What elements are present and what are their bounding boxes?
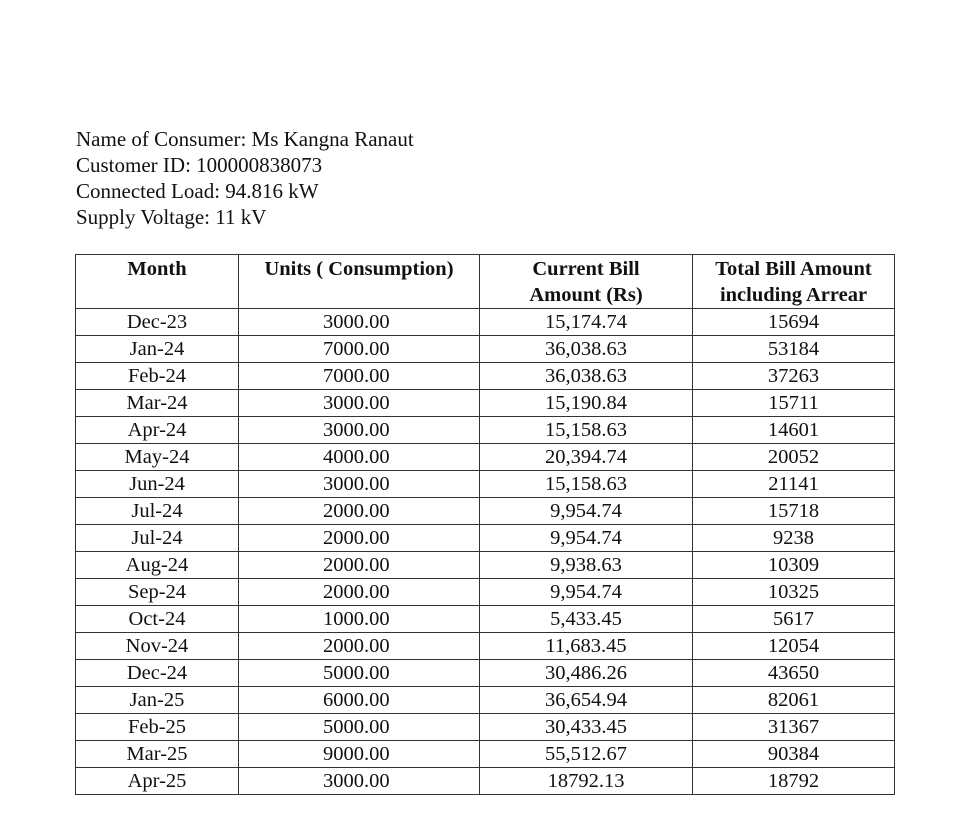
cell-current-bill: 15,158.63 bbox=[480, 417, 693, 444]
cell-units: 3000.00 bbox=[239, 390, 480, 417]
cell-total-bill: 18792 bbox=[693, 768, 895, 795]
table-row bbox=[76, 471, 895, 498]
cell-current-bill: 20,394.74 bbox=[480, 444, 693, 471]
cell-current-bill: 15,174.74 bbox=[480, 309, 693, 336]
cell-total-bill: 15718 bbox=[693, 498, 895, 525]
consumer-info bbox=[76, 126, 414, 230]
cell-current-bill: 9,954.74 bbox=[480, 498, 693, 525]
header-current-bill-line1: Current Bill bbox=[532, 258, 640, 280]
cell-month: Feb-25 bbox=[76, 714, 239, 741]
cell-current-bill: 11,683.45 bbox=[480, 633, 693, 660]
cell-total-bill: 10309 bbox=[693, 552, 895, 579]
cell-month: Jun-24 bbox=[76, 471, 239, 498]
cell-total-bill: 9238 bbox=[693, 525, 895, 552]
cell-units: 7000.00 bbox=[239, 363, 480, 390]
cell-month: Apr-24 bbox=[76, 417, 239, 444]
cell-units: 2000.00 bbox=[239, 525, 480, 552]
cell-total-bill: 15711 bbox=[693, 390, 895, 417]
cell-current-bill: 30,433.45 bbox=[480, 714, 693, 741]
cell-units: 9000.00 bbox=[239, 741, 480, 768]
cell-total-bill: 43650 bbox=[693, 660, 895, 687]
header-total-bill bbox=[693, 255, 895, 309]
cell-units: 2000.00 bbox=[239, 633, 480, 660]
cell-total-bill: 31367 bbox=[693, 714, 895, 741]
cell-units: 3000.00 bbox=[239, 768, 480, 795]
cell-units: 7000.00 bbox=[239, 336, 480, 363]
cell-units: 5000.00 bbox=[239, 660, 480, 687]
cell-month: Nov-24 bbox=[76, 633, 239, 660]
cell-total-bill: 14601 bbox=[693, 417, 895, 444]
table-row bbox=[76, 309, 895, 336]
header-total-bill-line2: including Arrear bbox=[719, 284, 868, 306]
cell-month: Dec-23 bbox=[76, 309, 239, 336]
cell-current-bill: 9,954.74 bbox=[480, 525, 693, 552]
cell-month: Feb-24 bbox=[76, 363, 239, 390]
cell-month: Jul-24 bbox=[76, 498, 239, 525]
table-row bbox=[76, 390, 895, 417]
cell-current-bill: 36,038.63 bbox=[480, 336, 693, 363]
table-header-row bbox=[76, 255, 895, 309]
cell-current-bill: 5,433.45 bbox=[480, 606, 693, 633]
header-current-bill bbox=[480, 255, 693, 309]
table-row bbox=[76, 687, 895, 714]
table-row bbox=[76, 768, 895, 795]
cell-total-bill: 37263 bbox=[693, 363, 895, 390]
cell-units: 4000.00 bbox=[239, 444, 480, 471]
consumer-name: Name of Consumer: Ms Kangna Ranaut bbox=[76, 127, 414, 151]
cell-current-bill: 55,512.67 bbox=[480, 741, 693, 768]
cell-month: Jan-24 bbox=[76, 336, 239, 363]
table-row bbox=[76, 741, 895, 768]
cell-current-bill: 18792.13 bbox=[480, 768, 693, 795]
header-units: Units ( Consumption) bbox=[239, 255, 480, 309]
table-row bbox=[76, 444, 895, 471]
cell-units: 3000.00 bbox=[239, 309, 480, 336]
cell-units: 2000.00 bbox=[239, 498, 480, 525]
table-row bbox=[76, 336, 895, 363]
cell-current-bill: 9,938.63 bbox=[480, 552, 693, 579]
cell-month: Mar-24 bbox=[76, 390, 239, 417]
cell-month: Mar-25 bbox=[76, 741, 239, 768]
connected-load: Connected Load: 94.816 kW bbox=[76, 179, 319, 203]
cell-month: Dec-24 bbox=[76, 660, 239, 687]
cell-current-bill: 15,190.84 bbox=[480, 390, 693, 417]
cell-total-bill: 90384 bbox=[693, 741, 895, 768]
cell-month: Apr-25 bbox=[76, 768, 239, 795]
table-row bbox=[76, 606, 895, 633]
cell-total-bill: 82061 bbox=[693, 687, 895, 714]
table-row bbox=[76, 363, 895, 390]
cell-current-bill: 36,038.63 bbox=[480, 363, 693, 390]
cell-current-bill: 15,158.63 bbox=[480, 471, 693, 498]
cell-total-bill: 12054 bbox=[693, 633, 895, 660]
cell-total-bill: 20052 bbox=[693, 444, 895, 471]
table-row bbox=[76, 714, 895, 741]
table-row bbox=[76, 660, 895, 687]
cell-units: 2000.00 bbox=[239, 579, 480, 606]
cell-month: Oct-24 bbox=[76, 606, 239, 633]
table-row bbox=[76, 498, 895, 525]
cell-month: May-24 bbox=[76, 444, 239, 471]
table-row bbox=[76, 579, 895, 606]
supply-voltage: Supply Voltage: 11 kV bbox=[76, 205, 267, 229]
customer-id: Customer ID: 100000838073 bbox=[76, 153, 323, 177]
cell-units: 2000.00 bbox=[239, 552, 480, 579]
cell-units: 6000.00 bbox=[239, 687, 480, 714]
cell-units: 3000.00 bbox=[239, 417, 480, 444]
cell-units: 1000.00 bbox=[239, 606, 480, 633]
cell-units: 5000.00 bbox=[239, 714, 480, 741]
table-row bbox=[76, 525, 895, 552]
cell-total-bill: 15694 bbox=[693, 309, 895, 336]
cell-month: Jul-24 bbox=[76, 525, 239, 552]
cell-units: 3000.00 bbox=[239, 471, 480, 498]
cell-month: Aug-24 bbox=[76, 552, 239, 579]
cell-total-bill: 21141 bbox=[693, 471, 895, 498]
cell-total-bill: 53184 bbox=[693, 336, 895, 363]
table-row bbox=[76, 417, 895, 444]
bill-table bbox=[75, 254, 895, 795]
cell-month: Jan-25 bbox=[76, 687, 239, 714]
table-row bbox=[76, 552, 895, 579]
header-total-bill-line1: Total Bill Amount bbox=[715, 258, 872, 280]
cell-total-bill: 5617 bbox=[693, 606, 895, 633]
cell-total-bill: 10325 bbox=[693, 579, 895, 606]
table-body bbox=[76, 309, 895, 795]
header-month: Month bbox=[76, 255, 239, 309]
table-row bbox=[76, 633, 895, 660]
cell-current-bill: 30,486.26 bbox=[480, 660, 693, 687]
header-current-bill-line2: Amount (Rs) bbox=[529, 284, 643, 306]
cell-current-bill: 9,954.74 bbox=[480, 579, 693, 606]
cell-month: Sep-24 bbox=[76, 579, 239, 606]
cell-current-bill: 36,654.94 bbox=[480, 687, 693, 714]
